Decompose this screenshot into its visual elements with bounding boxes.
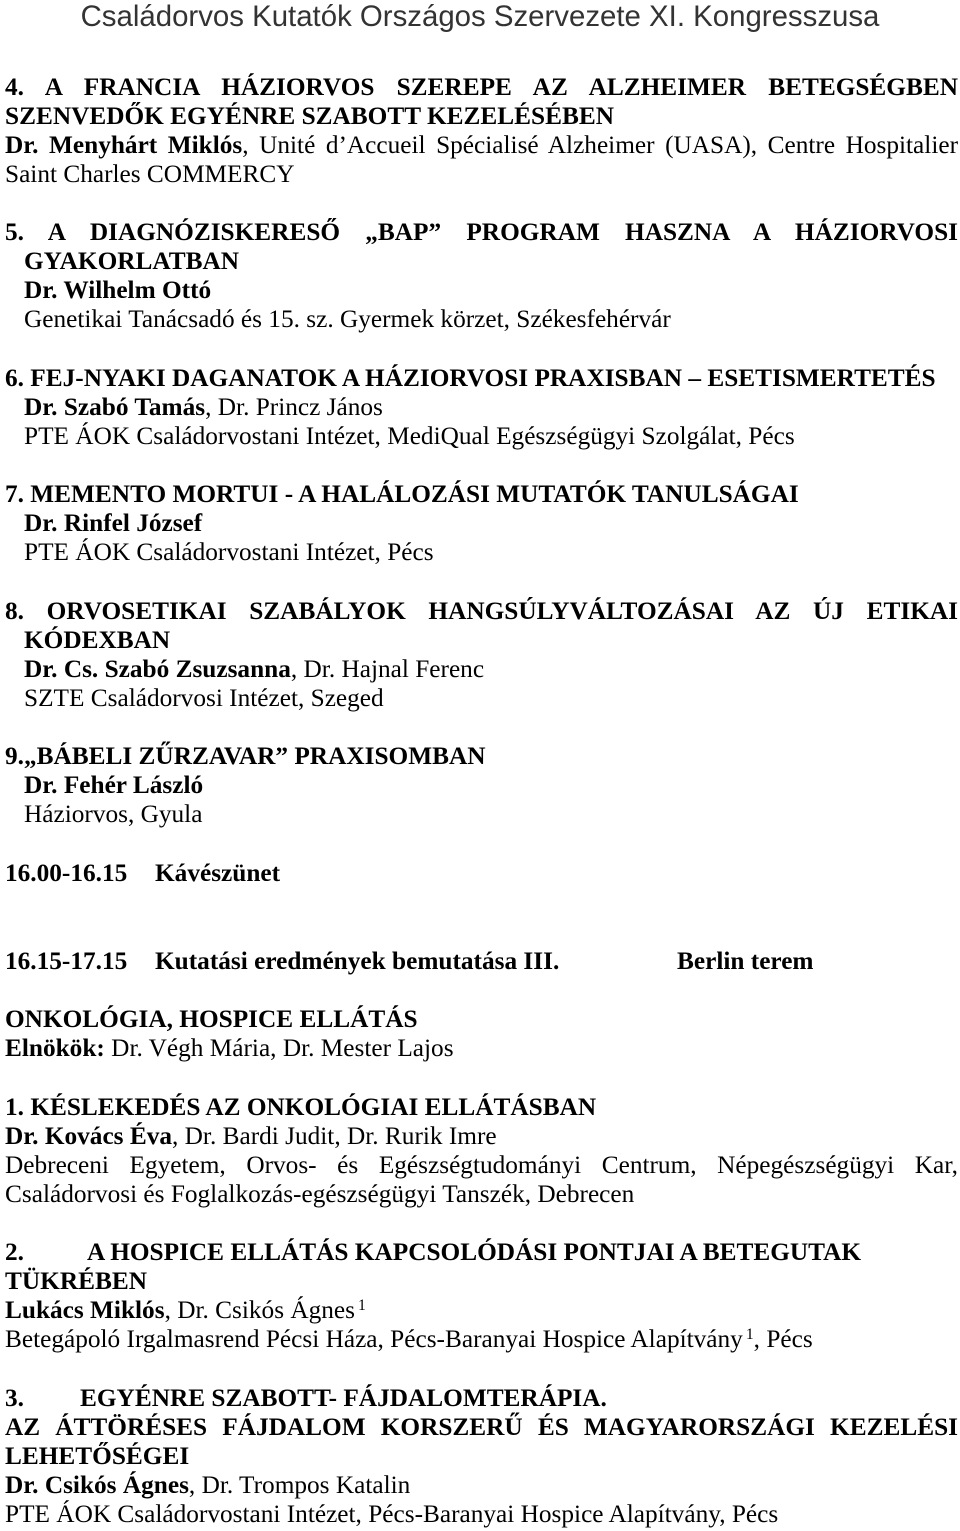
presentation-7 — [5, 480, 958, 567]
presenter-name: Dr. Csikós Ágnes — [5, 1470, 189, 1499]
presentation-4 — [5, 73, 958, 189]
break-label: Kávészünet — [155, 858, 281, 887]
presentation-title — [5, 1384, 958, 1413]
presentation-number: 3. — [5, 1383, 24, 1412]
session-presentation-2 — [5, 1238, 958, 1354]
presentation-affiliation: Genetikai Tanácsadó és 15. sz. Gyermek körzet, Székesfehérvár — [24, 305, 671, 333]
presentation-authors — [24, 655, 958, 684]
session-chairs — [5, 1034, 958, 1063]
chairs-names: Dr. Végh Mária, Dr. Mester Lajos — [111, 1034, 454, 1062]
presentation-8 — [5, 597, 958, 713]
presentation-affiliation — [5, 1325, 958, 1354]
presentation-affiliation: Háziorvos, Gyula — [24, 800, 203, 828]
presentation-affiliation: PTE ÁOK Családorvostani Intézet, Pécs-Baranyai Hospice Alapítvány, Pécs — [5, 1499, 779, 1528]
presentation-title — [5, 1093, 958, 1122]
author-details: , Unité d’Accueil Spécialisé Alzheimer (UASA), Centre Hospitalier Saint Charles COMMERCY — [5, 130, 958, 188]
presentation-authors — [24, 771, 958, 800]
coauthor-names: , Dr. Princz János — [205, 392, 383, 421]
presentation-title: 7. MEMENTO MORTUI - A HALÁLOZÁSI MUTATÓK TANULSÁGAI — [5, 480, 799, 508]
session-topic: ONKOLÓGIA, HOSPICE ELLÁTÁS — [5, 1005, 418, 1033]
presentation-number: 1. — [5, 1092, 24, 1121]
chairs-label: Elnökök: — [5, 1034, 105, 1062]
affiliation-city: , Pécs — [753, 1325, 813, 1353]
session-presentation-3 — [5, 1384, 958, 1529]
presenter-name: Dr. Rinfel József — [24, 509, 203, 537]
coffee-break — [5, 859, 958, 888]
presentation-number: 2. — [5, 1238, 24, 1266]
presenter-name: Dr. Cs. Szabó Zsuzsanna — [24, 654, 291, 683]
session-presentation-1 — [5, 1093, 958, 1209]
presentation-title: 6. FEJ-NYAKI DAGANATOK A HÁZIORVOSI PRAXISBAN – ESETISMERTETÉS — [5, 363, 936, 392]
presentation-subtitle: AZ ÁTTÖRÉSES FÁJDALOM KORSZERŰ ÉS MAGYARORSZÁGI KEZELÉSI LEHETŐSÉGEI — [5, 1412, 958, 1470]
affiliation-marker: 1 — [358, 1297, 366, 1315]
presentation-title: 9.„BÁBELI ZŰRZAVAR” PRAXISOMBAN — [5, 742, 486, 770]
presentation-affiliation: PTE ÁOK Családorvostani Intézet, Pécs — [24, 538, 434, 566]
session-header — [5, 947, 958, 976]
presentation-affiliation: SZTE Családorvosi Intézet, Szeged — [24, 683, 384, 712]
session-time: 16.15-17.15 — [5, 946, 128, 975]
presentation-authors — [5, 1122, 958, 1151]
presentation-title: 4. A FRANCIA HÁZIORVOS SZEREPE AZ ALZHEIMER BETEGSÉGBEN SZENVEDŐK EGYÉNRE SZABOTT KEZELÉSÉBEN — [5, 72, 958, 130]
presentation-authors — [24, 509, 958, 538]
presenter-name: Dr. Szabó Tamás — [24, 392, 206, 421]
presenter-name: Dr. Menyhárt Miklós — [5, 130, 243, 159]
presentation-authors — [5, 1296, 958, 1325]
presentation-affiliation: Debreceni Egyetem, Orvos- és Egészségtudományi Centrum, Népegészségügyi Kar, Családorvosi és Foglalkozás-egészségügyi Tanszék, Debrecen — [5, 1150, 958, 1208]
coauthor-names: , Dr. Bardi Judit, Dr. Rurik Imre — [172, 1121, 497, 1150]
presentation-title: 5. A DIAGNÓZISKERESŐ „BAP” PROGRAM HASZNA A HÁZIORVOSI GYAKORLATBAN — [5, 218, 958, 275]
presenter-name: Dr. Kovács Éva — [5, 1121, 173, 1150]
presentation-authors — [5, 131, 958, 189]
presentation-authors — [24, 393, 958, 422]
coauthor-names: , Dr. Trompos Katalin — [188, 1470, 411, 1499]
page-header: Családorvos Kutatók Országos Szervezete XI. Kongresszusa — [80, 0, 880, 33]
session-title: Kutatási eredmények bemutatása III. — [155, 946, 560, 975]
session-topic-block — [5, 1005, 958, 1063]
presentation-title-text: EGYÉNRE SZABOTT- FÁJDALOMTERÁPIA. — [80, 1383, 607, 1412]
presenter-name: Lukács Miklós — [5, 1296, 165, 1324]
affiliation-marker: 1 — [745, 1326, 754, 1344]
affiliation-text: Betegápoló Irgalmasrend Pécsi Háza, Pécs-Baranyai Hospice Alapítvány — [5, 1325, 743, 1353]
presentation-title: 8. ORVOSETIKAI SZABÁLYOK HANGSÚLYVÁLTOZÁSAI AZ ÚJ ETIKAI KÓDEXBAN — [5, 596, 958, 654]
presenter-name: Dr. Wilhelm Ottó — [24, 276, 212, 304]
presentation-9 — [5, 742, 958, 829]
presentation-title-text: KÉSLEKEDÉS AZ ONKOLÓGIAI ELLÁTÁSBAN — [30, 1092, 597, 1121]
presentation-title — [5, 1238, 958, 1296]
presentation-affiliation: PTE ÁOK Családorvostani Intézet, MediQual Egészségügyi Szolgálat, Pécs — [24, 421, 795, 450]
presentation-5 — [5, 218, 958, 334]
presentation-6 — [5, 364, 958, 451]
presentation-title-text: A HOSPICE ELLÁTÁS KAPCSOLÓDÁSI PONTJAI A BETEGUTAK TÜKRÉBEN — [5, 1238, 862, 1295]
coauthor-names: , Dr. Csikós Ágnes — [164, 1296, 356, 1324]
presentation-authors — [24, 276, 958, 305]
program-content — [5, 73, 958, 1529]
coauthor-names: , Dr. Hajnal Ferenc — [290, 654, 485, 683]
presenter-name: Dr. Fehér László — [24, 771, 204, 799]
presentation-authors — [5, 1471, 958, 1500]
session-room: Berlin terem — [677, 946, 814, 975]
break-time: 16.00-16.15 — [5, 858, 128, 887]
